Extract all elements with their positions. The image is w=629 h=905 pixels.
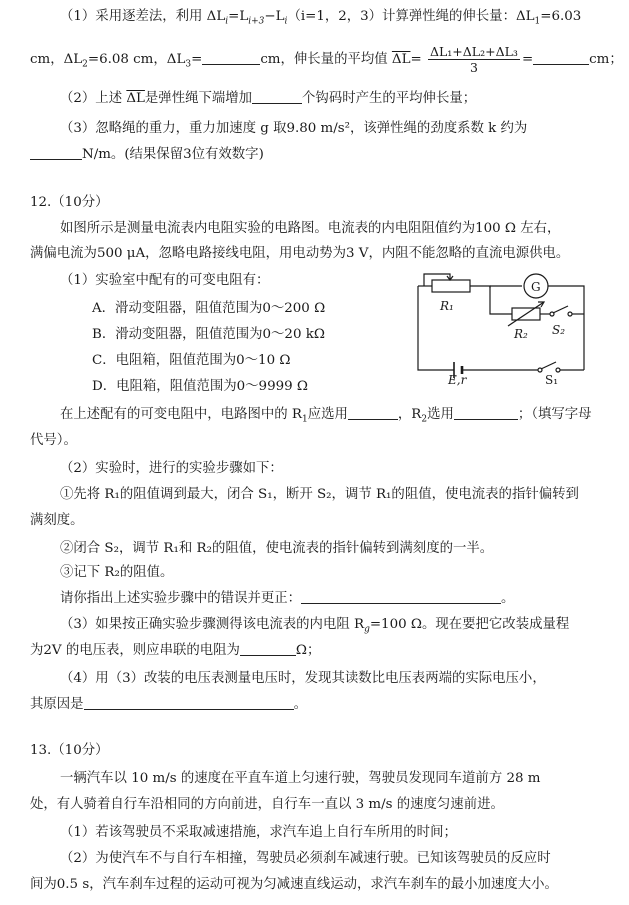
text: 如图所示是测量电流表内电阻实验的电路图。电流表的内电阻阻值约为100 Ω 左右， xyxy=(60,221,561,236)
mean-symbol: $\overline{\Delta L}$ xyxy=(126,91,145,106)
text: （1）若该驾驶员不采取减速措施，求汽车追上自行车所用的时间； xyxy=(60,825,457,840)
q11-line-1 xyxy=(60,8,581,31)
text: =L xyxy=(228,9,249,24)
option-d xyxy=(92,378,308,396)
error-line xyxy=(60,590,514,608)
text: = xyxy=(410,52,422,67)
mean-fraction xyxy=(428,44,520,75)
text: 满刻度。 xyxy=(30,513,84,528)
q12-para-2 xyxy=(30,245,569,263)
text: （2）实验时，进行的实验步骤如下： xyxy=(60,461,283,476)
answer-blank-r2[interactable] xyxy=(454,406,518,420)
answer-blank-hooks[interactable] xyxy=(252,90,302,104)
q12-sub-4-cont xyxy=(30,696,307,714)
option-c xyxy=(92,352,290,370)
text: ，R xyxy=(397,407,422,422)
q11-line-2 xyxy=(30,44,623,75)
text: 代号）。 xyxy=(30,433,77,448)
step-1-cont xyxy=(30,512,84,530)
q13-heading xyxy=(30,742,109,760)
text: （2）上述 xyxy=(60,91,123,106)
answer-blank-reason[interactable] xyxy=(84,696,294,710)
q12-sub-4 xyxy=(60,670,546,688)
sub: 3 xyxy=(185,59,192,70)
text: ②闭合 S₂，调节 R₁和 R₂的阻值，使电流表的指针偏转到满刻度的一半。 xyxy=(60,541,494,556)
text: B．滑动变阻器，阻值范围为0～20 kΩ xyxy=(92,327,325,342)
text: （4）用（3）改装的电压表测量电压时，发现其读数比电压表两端的实际电压小， xyxy=(60,671,546,686)
text: 一辆汽车以 10 m/s 的速度在平直车道上匀速行驶，驾驶员发现同车道前方 28 m xyxy=(60,771,541,786)
q13-para-2 xyxy=(30,796,504,814)
text: cm，伸长量的平均值 xyxy=(260,52,388,67)
label-s2: S₂ xyxy=(552,323,566,337)
text: cm，ΔL xyxy=(30,52,83,67)
text: 13.（10分） xyxy=(30,743,109,758)
text: ①先将 R₁的阻值调到最大，闭合 S₁，断开 S₂，调节 R₁的阻值，使电流表的指针偏转到 xyxy=(60,487,579,502)
text: = xyxy=(521,52,534,67)
text: （1）采用逐差法，利用 ΔL xyxy=(60,9,226,24)
s2-blade xyxy=(553,306,568,313)
step-2 xyxy=(60,540,493,558)
s1-contact-right xyxy=(556,368,560,372)
q13-sub-1 xyxy=(60,824,457,842)
q12-sub-3-cont xyxy=(30,642,320,660)
mean-symbol: $\overline{\Delta L}$ xyxy=(391,52,411,67)
text: N/m。(结果保留3位有效数字) xyxy=(82,147,264,162)
text: = xyxy=(191,52,203,67)
q12-para-1 xyxy=(60,220,560,238)
answer-blank-r1[interactable] xyxy=(348,406,398,420)
label-s1: S₁ xyxy=(545,373,559,386)
q11-line-4 xyxy=(60,120,527,138)
text: =6.03 xyxy=(540,9,582,24)
label-r2: R₂ xyxy=(514,327,528,341)
text: 个钩码时产生的平均伸长量； xyxy=(302,91,477,106)
text: 其原因是 xyxy=(30,697,84,712)
q12-sub-3 xyxy=(60,616,569,639)
text: （3）忽略绳的重力，重力加速度 g 取9.80 m/s²，该弹性绳的劲度系数 k 约为 xyxy=(60,121,528,136)
text: 在上述配有的可变电阻中，电路图中的 R xyxy=(60,407,302,422)
option-a xyxy=(92,300,325,318)
label-source: E,r xyxy=(448,373,467,386)
sub: g xyxy=(364,624,370,635)
label-r1: R₁ xyxy=(440,299,454,313)
text: 为2V 的电压表，则应串联的电阻为 xyxy=(30,643,240,658)
step-3 xyxy=(60,564,173,582)
q11-line-5 xyxy=(30,146,264,164)
text: D．电阻箱，阻值范围为0～9999 Ω xyxy=(92,379,308,394)
text: −L xyxy=(264,9,285,24)
text: 处，有人骑着自行车沿相同的方向前进，自行车一直以 3 m/s 的速度匀速前进。 xyxy=(30,797,504,812)
sub: i xyxy=(284,16,288,27)
text: C．电阻箱，阻值范围为0～10 Ω xyxy=(92,353,291,368)
q12-select-line xyxy=(60,406,592,429)
option-b xyxy=(92,326,325,344)
r2-variable-arrow xyxy=(508,302,544,326)
rheostat-r1-body xyxy=(432,280,470,292)
answer-blank-k[interactable] xyxy=(30,146,82,160)
sub: 2 xyxy=(421,414,428,425)
answer-blank-mean[interactable] xyxy=(533,51,589,65)
text: 满偏电流为500 μA，忽略电路接线电阻，用电动势为3 V，内阻不能忽略的直流电源供电。 xyxy=(30,246,570,261)
circuit-diagram xyxy=(410,268,606,386)
text: cm； xyxy=(589,52,623,67)
q12-sub-1 xyxy=(60,272,269,290)
q13-sub-2-cont xyxy=(30,876,558,894)
text: 12.（10分） xyxy=(30,195,109,210)
sub: 1 xyxy=(534,16,541,27)
text: 。 xyxy=(293,697,307,712)
q13-sub-2 xyxy=(60,850,551,868)
fraction-denominator: 3 xyxy=(469,60,478,75)
text: =100 Ω。现在要把它改装成量程 xyxy=(369,617,570,632)
text: 选用 xyxy=(427,407,454,422)
q12-heading xyxy=(30,194,109,212)
sub: i+3 xyxy=(248,16,265,27)
text: 应选用 xyxy=(307,407,348,422)
text: Ω； xyxy=(295,643,321,658)
text: ③记下 R₂的阻值。 xyxy=(60,565,174,580)
q12-sub-2 xyxy=(60,460,283,478)
text: （3）如果按正确实验步骤测得该电流表的内电阻 R xyxy=(60,617,365,632)
q11-line-3 xyxy=(60,90,476,108)
text: 是弹性绳下端增加 xyxy=(144,91,253,106)
wire-branch-left xyxy=(490,286,512,314)
text: （2）为使汽车不与自行车相撞，驾驶员必须刹车减速行驶。已知该驾驶员的反应时 xyxy=(60,851,551,866)
label-galvanometer: G xyxy=(531,280,541,294)
s1-blade xyxy=(541,362,556,369)
fraction-numerator: ΔL₁+ΔL₂+ΔL₃ xyxy=(429,44,518,59)
text: ；（填写字母 xyxy=(517,407,592,422)
text: A．滑动变阻器，阻值范围为0～200 Ω xyxy=(92,301,326,316)
step-1 xyxy=(60,486,579,504)
q13-para-1 xyxy=(60,770,540,788)
q12-select-line-2 xyxy=(30,432,77,450)
answer-blank-dl3[interactable] xyxy=(202,51,260,65)
text: 请你指出上述实验步骤中的错误并更正： xyxy=(60,591,302,606)
wire-top-mid xyxy=(470,286,490,288)
text: =6.08 cm，ΔL xyxy=(87,52,186,67)
text: 间为0.5 s，汽车刹车过程的运动可视为匀减速直线运动，求汽车刹车的最小加速度大小。 xyxy=(30,877,558,892)
text: 。 xyxy=(501,591,515,606)
answer-blank-error[interactable] xyxy=(301,590,501,604)
sub: i xyxy=(225,16,229,27)
s2-contact-right xyxy=(568,312,572,316)
text: （1）实验室中配有的可变电阻有： xyxy=(60,273,270,288)
answer-blank-series-resistor[interactable] xyxy=(240,642,296,656)
text: （i=1，2，3）计算弹性绳的伸长量：ΔL xyxy=(287,9,535,24)
sub: 1 xyxy=(301,414,308,425)
sub: 2 xyxy=(82,59,88,70)
